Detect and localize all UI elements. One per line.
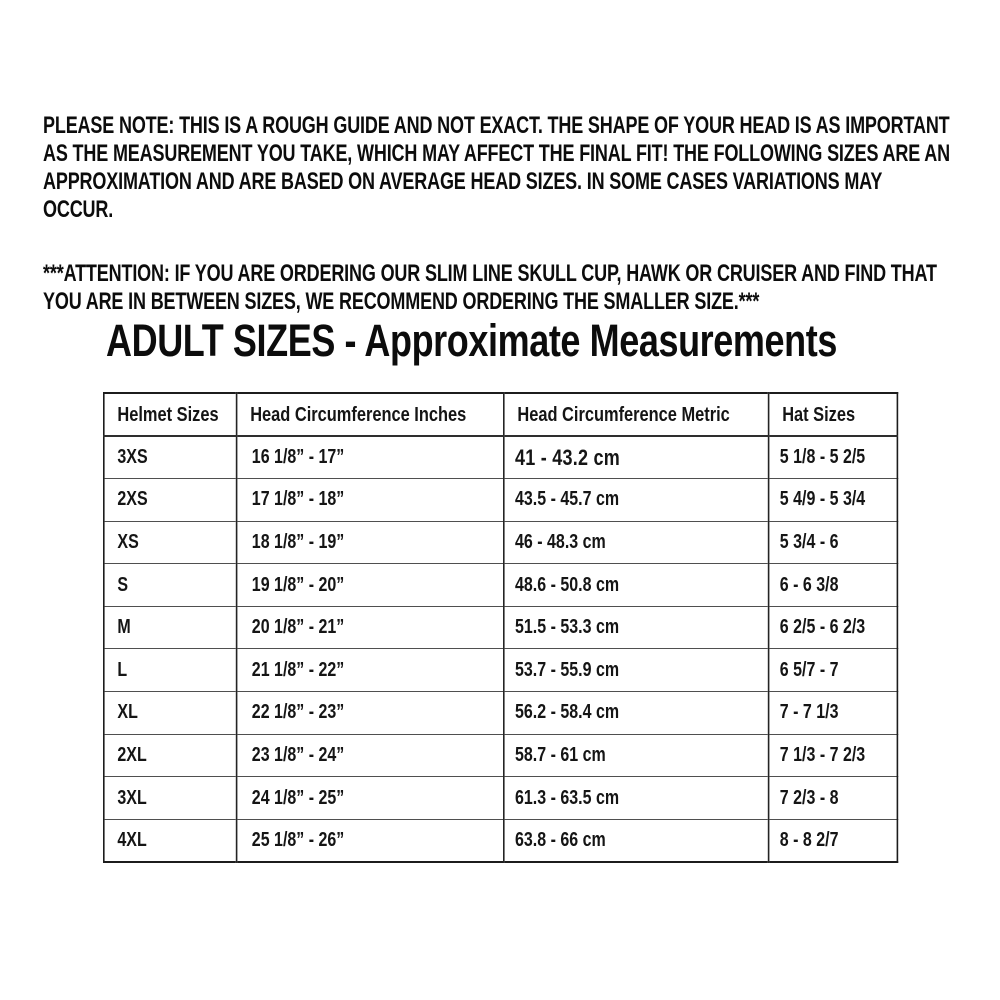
table-header-row [104,393,898,436]
notes-section [43,112,955,316]
hat-size-cell: 6 2/5 - 6 2/3 [769,606,898,649]
column-header: Head Circumference Inches [237,393,504,436]
table-row [104,436,898,479]
size-table-section [103,392,903,863]
inches-cell: 23 1/8” - 24” [237,734,504,777]
hat-size-cell: 7 2/3 - 8 [769,777,898,820]
metric-cell: 51.5 - 53.3 cm [504,606,769,649]
hat-size-cell: 5 1/8 - 5 2/5 [769,436,898,479]
table-row [104,734,898,777]
metric-cell: 43.5 - 45.7 cm [504,479,769,522]
helmet-size-cell: L [104,649,237,692]
helmet-size-cell: XS [104,521,237,564]
table-row [104,564,898,607]
metric-cell: 41 - 43.2 cm [504,436,769,479]
hat-size-cell: 6 - 6 3/8 [769,564,898,607]
table-row [104,692,898,735]
inches-cell: 21 1/8” - 22” [237,649,504,692]
metric-cell: 48.6 - 50.8 cm [504,564,769,607]
inches-cell: 24 1/8” - 25” [237,777,504,820]
inches-cell: 16 1/8” - 17” [237,436,504,479]
hat-size-cell: 8 - 8 2/7 [769,819,898,862]
hat-size-cell: 6 5/7 - 7 [769,649,898,692]
inches-cell: 25 1/8” - 26” [237,819,504,862]
helmet-size-cell: 2XS [104,479,237,522]
helmet-size-cell: 3XS [117,446,148,469]
metric-cell: 58.7 - 61 cm [504,734,769,777]
page-title: ADULT SIZES - Approximate Measurements [106,315,837,366]
helmet-size-cell: 2XL [104,734,237,777]
helmet-size-cell: S [104,564,237,607]
column-header: Head Circumference Metric [504,393,769,436]
helmet-size-cell: 3XL [104,777,237,820]
table-row [104,521,898,564]
title-section [106,316,986,366]
helmet-size-cell: 4XL [104,819,237,862]
please-note-paragraph: PLEASE NOTE: THIS IS A ROUGH GUIDE AND NOT EXACT. THE SHAPE OF YOUR HEAD IS AS IMPORTANT AS THE MEASUREMENT YOU TAKE, WHICH MAY AFFECT THE FINAL FIT! THE FOLLOWING SIZES ARE AN APPROXIMATION AND ARE BASED ON AVERAGE HEAD SIZES. IN SOME CASES VARIATIONS MAY OCCUR. [43,112,950,223]
table-body [104,436,898,862]
hat-size-cell: 5 3/4 - 6 [769,521,898,564]
metric-cell: 61.3 - 63.5 cm [504,777,769,820]
inches-cell: 17 1/8” - 18” [237,479,504,522]
inches-cell: 22 1/8” - 23” [237,692,504,735]
inches-cell: 20 1/8” - 21” [237,606,504,649]
table-row [104,777,898,820]
hat-size-cell: 5 4/9 - 5 3/4 [769,479,898,522]
table-row [104,819,898,862]
table-row [104,606,898,649]
size-table [103,392,898,863]
metric-cell: 46 - 48.3 cm [504,521,769,564]
attention-paragraph: ***ATTENTION: IF YOU ARE ORDERING OUR SLIM LINE SKULL CUP, HAWK OR CRUISER AND FIND THAT YOU ARE IN BETWEEN SIZES, WE RECOMMEND ORDERING THE SMALLER SIZE.*** [43,260,937,315]
metric-cell: 53.7 - 55.9 cm [504,649,769,692]
hat-size-cell: 7 - 7 1/3 [769,692,898,735]
hat-size-cell: 7 1/3 - 7 2/3 [769,734,898,777]
column-header: Hat Sizes [769,393,898,436]
helmet-size-cell: XL [104,692,237,735]
helmet-size-cell: M [104,606,237,649]
column-header: Helmet Sizes [104,393,237,436]
metric-cell: 63.8 - 66 cm [504,819,769,862]
table-row [104,479,898,522]
inches-cell: 19 1/8” - 20” [237,564,504,607]
inches-cell: 18 1/8” - 19” [237,521,504,564]
metric-cell: 56.2 - 58.4 cm [504,692,769,735]
table-row [104,649,898,692]
